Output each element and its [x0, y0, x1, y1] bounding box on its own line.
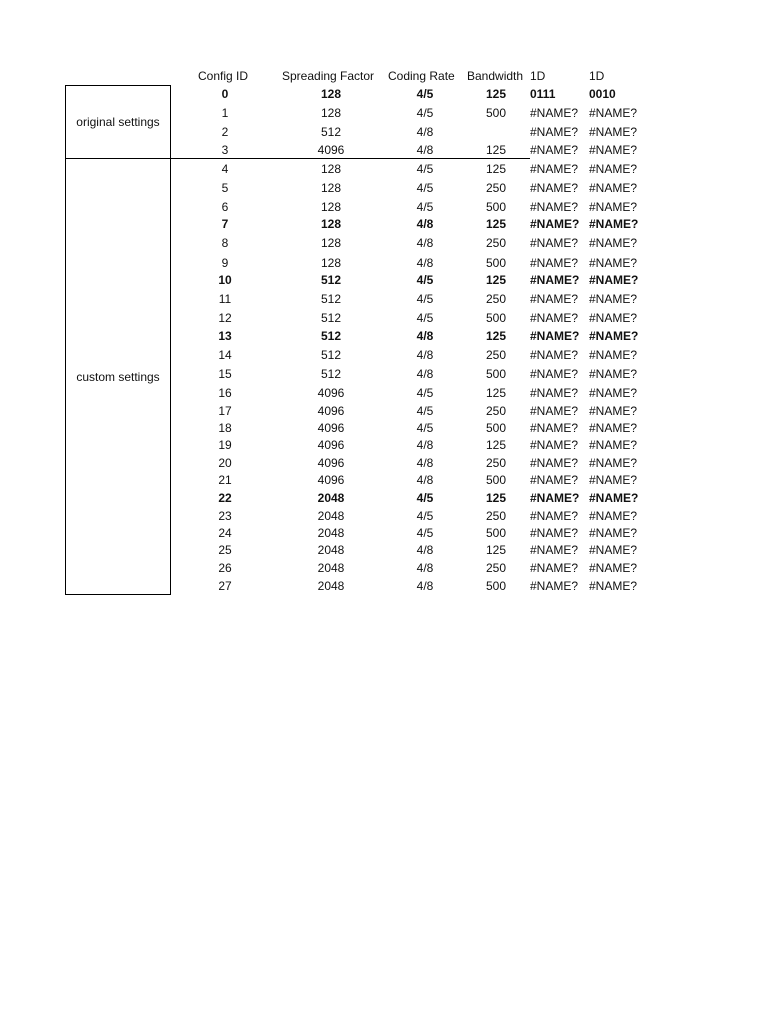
cell-coding-rate[interactable]: 4/5	[416, 404, 434, 418]
cell-config-id[interactable]: 6	[221, 200, 229, 214]
cell-coding-rate[interactable]: 4/5	[416, 509, 434, 523]
cell-config-id[interactable]: 4	[221, 162, 229, 176]
cell-bandwidth[interactable]: 500	[485, 579, 507, 593]
cell-bandwidth[interactable]: 250	[485, 348, 507, 362]
cell-config-id[interactable]: 5	[221, 181, 229, 195]
cell-1d-a[interactable]: #NAME?	[530, 236, 579, 250]
cell-bandwidth[interactable]: 500	[485, 367, 507, 381]
cell-config-id[interactable]: 26	[218, 561, 232, 575]
cell-config-id[interactable]: 21	[218, 473, 232, 487]
cell-1d-a[interactable]: #NAME?	[530, 367, 579, 381]
cell-spreading-factor[interactable]: 128	[320, 217, 342, 231]
cell-coding-rate[interactable]: 4/5	[416, 386, 434, 400]
cell-config-id[interactable]: 11	[218, 292, 232, 306]
cell-1d-b[interactable]: #NAME?	[589, 273, 639, 287]
cell-1d-a[interactable]: #NAME?	[530, 421, 579, 435]
cell-1d-a[interactable]: #NAME?	[530, 404, 579, 418]
cell-config-id[interactable]: 13	[218, 329, 232, 343]
cell-1d-b[interactable]: #NAME?	[589, 181, 638, 195]
cell-coding-rate[interactable]: 4/5	[416, 87, 434, 101]
cell-1d-a[interactable]: #NAME?	[530, 200, 579, 214]
cell-coding-rate[interactable]: 4/5	[416, 526, 434, 540]
cell-coding-rate[interactable]: 4/5	[416, 273, 434, 287]
cell-1d-b[interactable]: #NAME?	[589, 561, 638, 575]
cell-spreading-factor[interactable]: 2048	[317, 491, 345, 505]
cell-bandwidth[interactable]: 250	[485, 561, 507, 575]
cell-coding-rate[interactable]: 4/8	[416, 561, 434, 575]
cell-coding-rate[interactable]: 4/5	[416, 181, 434, 195]
cell-1d-a[interactable]: #NAME?	[530, 386, 579, 400]
cell-spreading-factor[interactable]: 4096	[317, 421, 345, 435]
cell-spreading-factor[interactable]: 4096	[317, 456, 345, 470]
cell-bandwidth[interactable]: 250	[485, 404, 507, 418]
cell-coding-rate[interactable]: 4/8	[416, 256, 434, 270]
cell-config-id[interactable]: 17	[218, 404, 232, 418]
cell-config-id[interactable]: 1	[221, 106, 229, 120]
cell-bandwidth[interactable]: 250	[485, 292, 507, 306]
cell-1d-a[interactable]: #NAME?	[530, 106, 579, 120]
cell-bandwidth[interactable]: 125	[485, 87, 507, 101]
cell-coding-rate[interactable]: 4/8	[416, 473, 434, 487]
cell-bandwidth[interactable]: 125	[485, 143, 507, 157]
cell-coding-rate[interactable]: 4/8	[416, 143, 434, 157]
cell-1d-a[interactable]: #NAME?	[530, 473, 579, 487]
cell-1d-b[interactable]: 0010	[589, 87, 616, 101]
header-1d-b[interactable]: 1D	[589, 69, 605, 83]
cell-1d-a[interactable]: #NAME?	[530, 329, 580, 343]
group-label-original: original settings	[76, 115, 160, 129]
cell-1d-b[interactable]: #NAME?	[589, 143, 638, 157]
cell-coding-rate[interactable]: 4/5	[416, 162, 434, 176]
cell-spreading-factor[interactable]: 4096	[317, 438, 345, 452]
cell-1d-b[interactable]: #NAME?	[589, 404, 638, 418]
cell-bandwidth[interactable]: 125	[485, 273, 507, 287]
cell-coding-rate[interactable]: 4/8	[416, 329, 434, 343]
cell-1d-b[interactable]: #NAME?	[589, 509, 638, 523]
cell-spreading-factor[interactable]: 2048	[317, 543, 345, 557]
cell-1d-b[interactable]: #NAME?	[589, 421, 638, 435]
cell-1d-b[interactable]: #NAME?	[589, 125, 638, 139]
cell-coding-rate[interactable]: 4/8	[416, 543, 434, 557]
cell-spreading-factor[interactable]: 512	[320, 348, 342, 362]
cell-1d-b[interactable]: #NAME?	[589, 292, 638, 306]
header-spreading-factor[interactable]: Spreading Factor	[282, 69, 375, 83]
cell-config-id[interactable]: 27	[218, 579, 232, 593]
cell-config-id[interactable]: 10	[218, 273, 232, 287]
cell-coding-rate[interactable]: 4/8	[416, 236, 434, 250]
cell-config-id[interactable]: 22	[218, 491, 232, 505]
cell-config-id[interactable]: 8	[221, 236, 229, 250]
cell-1d-b[interactable]: #NAME?	[589, 348, 638, 362]
cell-spreading-factor[interactable]: 128	[320, 106, 342, 120]
group-label-custom: custom settings	[76, 369, 160, 384]
cell-1d-b[interactable]: #NAME?	[589, 236, 638, 250]
header-1d-a[interactable]: 1D	[530, 69, 546, 83]
cell-config-id[interactable]: 20	[218, 456, 232, 470]
cell-1d-b[interactable]: #NAME?	[589, 473, 638, 487]
cell-spreading-factor[interactable]: 128	[320, 162, 342, 176]
cell-spreading-factor[interactable]: 4096	[317, 143, 345, 157]
cell-coding-rate[interactable]: 4/5	[416, 311, 434, 325]
cell-spreading-factor[interactable]: 512	[320, 367, 342, 381]
cell-coding-rate[interactable]: 4/5	[416, 491, 434, 505]
group-custom-settings[interactable]	[65, 158, 171, 595]
header-config-id[interactable]: Config ID	[198, 69, 249, 83]
cell-bandwidth[interactable]: 250	[485, 236, 507, 250]
cell-coding-rate[interactable]: 4/5	[416, 421, 434, 435]
cell-1d-b[interactable]: #NAME?	[589, 256, 638, 270]
cell-1d-a[interactable]: #NAME?	[530, 561, 579, 575]
cell-1d-a[interactable]: #NAME?	[530, 311, 579, 325]
cell-config-id[interactable]: 25	[218, 543, 232, 557]
cell-1d-b[interactable]: #NAME?	[589, 543, 638, 557]
cell-config-id[interactable]: 12	[218, 311, 232, 325]
cell-bandwidth[interactable]: 125	[485, 162, 507, 176]
cell-1d-b[interactable]: #NAME?	[589, 579, 638, 593]
cell-1d-a[interactable]: #NAME?	[530, 526, 579, 540]
cell-1d-a[interactable]: #NAME?	[530, 509, 579, 523]
cell-bandwidth[interactable]: 500	[485, 200, 507, 214]
separator-line	[171, 158, 530, 159]
cell-coding-rate[interactable]: 4/8	[416, 438, 434, 452]
cell-1d-a[interactable]: #NAME?	[530, 579, 579, 593]
cell-spreading-factor[interactable]: 2048	[317, 526, 345, 540]
cell-1d-b[interactable]: #NAME?	[589, 526, 638, 540]
cell-config-id[interactable]: 19	[218, 438, 232, 452]
cell-spreading-factor[interactable]: 512	[320, 125, 342, 139]
cell-1d-a[interactable]: #NAME?	[530, 543, 579, 557]
cell-1d-a[interactable]: #NAME?	[530, 438, 579, 452]
cell-spreading-factor[interactable]: 2048	[317, 561, 345, 575]
cell-bandwidth[interactable]: 125	[485, 386, 507, 400]
cell-spreading-factor[interactable]: 128	[320, 87, 342, 101]
cell-coding-rate[interactable]: 4/8	[416, 348, 434, 362]
cell-1d-a[interactable]: 0111	[530, 87, 556, 101]
cell-1d-b[interactable]: #NAME?	[589, 491, 639, 505]
cell-1d-b[interactable]: #NAME?	[589, 456, 638, 470]
cell-config-id[interactable]: 7	[221, 217, 229, 231]
cell-coding-rate[interactable]: 4/8	[416, 217, 434, 231]
cell-coding-rate[interactable]: 4/8	[416, 579, 434, 593]
cell-bandwidth[interactable]: 125	[485, 329, 507, 343]
cell-1d-a[interactable]: #NAME?	[530, 256, 579, 270]
cell-1d-a[interactable]: #NAME?	[530, 217, 580, 231]
cell-spreading-factor[interactable]: 2048	[317, 509, 345, 523]
cell-config-id[interactable]: 14	[218, 348, 232, 362]
cell-spreading-factor[interactable]: 4096	[317, 404, 345, 418]
cell-bandwidth[interactable]: 250	[485, 181, 507, 195]
cell-1d-a[interactable]: #NAME?	[530, 456, 579, 470]
cell-spreading-factor[interactable]: 512	[320, 273, 342, 287]
cell-1d-b[interactable]: #NAME?	[589, 386, 638, 400]
cell-bandwidth[interactable]: 500	[485, 106, 507, 120]
cell-spreading-factor[interactable]: 128	[320, 256, 342, 270]
cell-spreading-factor[interactable]: 128	[320, 181, 342, 195]
cell-bandwidth[interactable]: 500	[485, 421, 507, 435]
cell-1d-a[interactable]: #NAME?	[530, 125, 579, 139]
cell-1d-b[interactable]: #NAME?	[589, 438, 638, 452]
cell-1d-b[interactable]: #NAME?	[589, 217, 639, 231]
cell-bandwidth[interactable]: 500	[485, 473, 507, 487]
cell-config-id[interactable]: 18	[218, 421, 232, 435]
cell-spreading-factor[interactable]: 128	[320, 200, 342, 214]
cell-1d-a[interactable]: #NAME?	[530, 292, 579, 306]
cell-bandwidth[interactable]: 125	[485, 543, 507, 557]
cell-coding-rate[interactable]: 4/5	[416, 292, 434, 306]
cell-1d-a[interactable]: #NAME?	[530, 491, 580, 505]
cell-spreading-factor[interactable]: 2048	[317, 579, 345, 593]
cell-config-id[interactable]: 23	[218, 509, 232, 523]
cell-bandwidth[interactable]: 500	[485, 256, 507, 270]
header-bandwidth[interactable]: Bandwidth	[467, 69, 524, 83]
cell-1d-a[interactable]: #NAME?	[530, 181, 579, 195]
group-original-settings[interactable]	[65, 85, 171, 159]
cell-bandwidth[interactable]: 250	[485, 456, 507, 470]
cell-bandwidth[interactable]: 125	[485, 217, 507, 231]
cell-1d-a[interactable]: #NAME?	[530, 273, 580, 287]
cell-config-id[interactable]: 3	[221, 143, 229, 157]
cell-bandwidth[interactable]: 125	[485, 438, 507, 452]
cell-1d-a[interactable]: #NAME?	[530, 348, 579, 362]
cell-config-id[interactable]: 2	[221, 125, 229, 139]
cell-spreading-factor[interactable]: 512	[320, 311, 342, 325]
cell-coding-rate[interactable]: 4/8	[416, 456, 434, 470]
cell-coding-rate[interactable]: 4/5	[416, 200, 434, 214]
cell-bandwidth[interactable]: 500	[485, 311, 507, 325]
cell-bandwidth[interactable]: 250	[485, 509, 507, 523]
cell-1d-b[interactable]: #NAME?	[589, 329, 639, 343]
cell-bandwidth[interactable]: 125	[485, 491, 507, 505]
cell-1d-b[interactable]: #NAME?	[589, 367, 638, 381]
cell-spreading-factor[interactable]: 512	[320, 329, 342, 343]
cell-coding-rate[interactable]: 4/8	[416, 367, 434, 381]
cell-1d-b[interactable]: #NAME?	[589, 106, 638, 120]
header-coding-rate[interactable]: Coding Rate	[388, 69, 455, 83]
cell-config-id[interactable]: 0	[221, 87, 229, 101]
cell-coding-rate[interactable]: 4/8	[416, 125, 434, 139]
cell-1d-b[interactable]: #NAME?	[589, 200, 638, 214]
cell-1d-b[interactable]: #NAME?	[589, 162, 638, 176]
cell-1d-a[interactable]: #NAME?	[530, 162, 579, 176]
cell-config-id[interactable]: 15	[218, 367, 232, 381]
cell-spreading-factor[interactable]: 4096	[317, 386, 345, 400]
cell-bandwidth[interactable]: 500	[485, 526, 507, 540]
cell-coding-rate[interactable]: 4/5	[416, 106, 434, 120]
cell-config-id[interactable]: 9	[221, 256, 229, 270]
cell-config-id[interactable]: 16	[218, 386, 232, 400]
cell-spreading-factor[interactable]: 128	[320, 236, 342, 250]
cell-spreading-factor[interactable]: 4096	[317, 473, 345, 487]
cell-1d-b[interactable]: #NAME?	[589, 311, 638, 325]
cell-config-id[interactable]: 24	[218, 526, 232, 540]
cell-spreading-factor[interactable]: 512	[320, 292, 342, 306]
cell-1d-a[interactable]: #NAME?	[530, 143, 579, 157]
